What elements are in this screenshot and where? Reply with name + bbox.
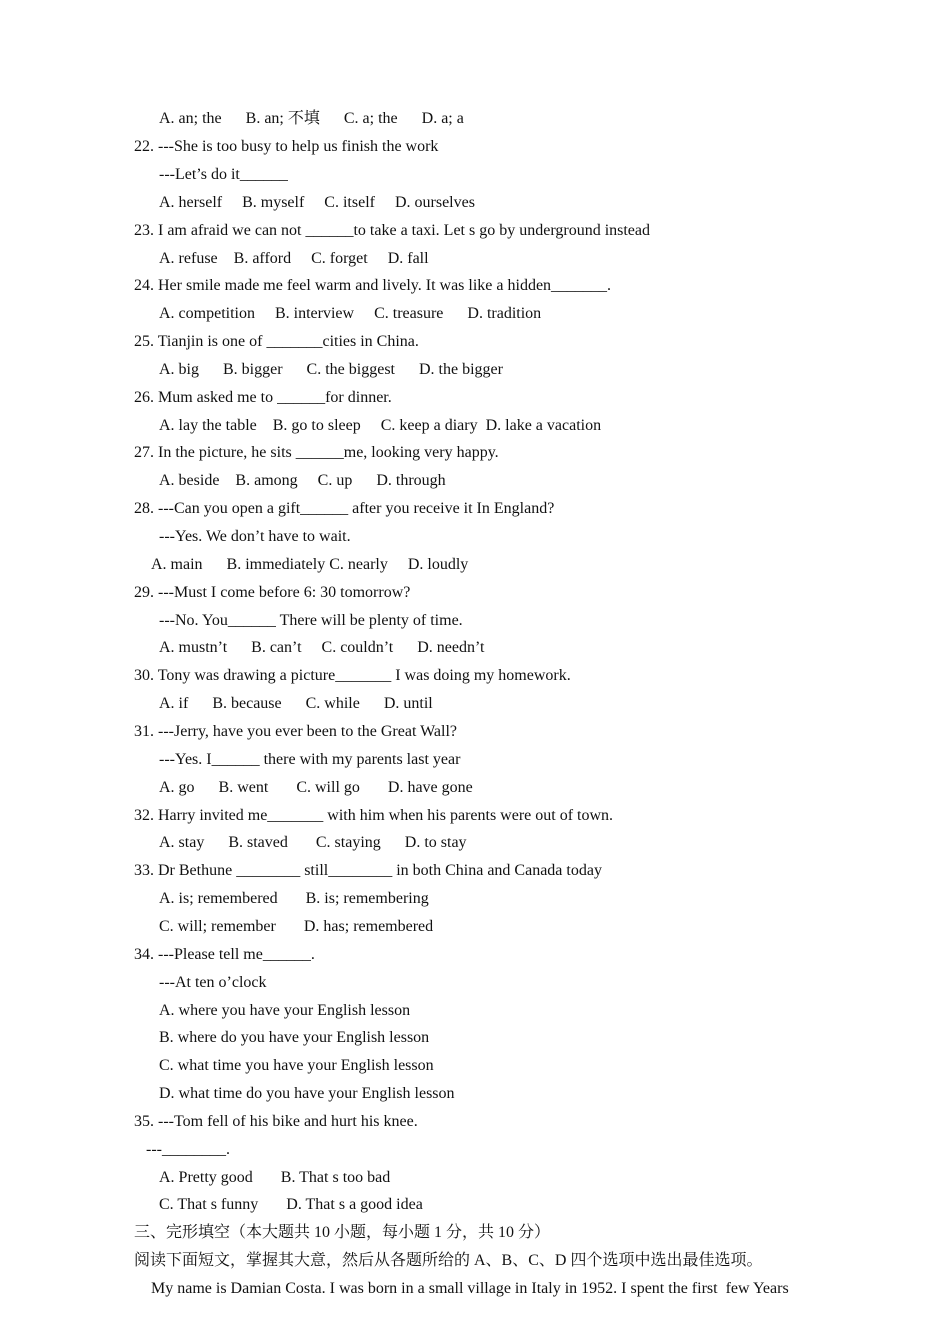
q34-option-d: D. what time do you have your English lesson xyxy=(159,1085,455,1102)
q29-reply: ---No. You______ There will be plenty of time. xyxy=(159,612,463,629)
q22-options: A. herself B. myself C. itself D. ourselves xyxy=(159,194,475,211)
q28-reply: ---Yes. We don’t have to wait. xyxy=(159,528,351,545)
q29-question: 29. ---Must I come before 6: 30 tomorrow? xyxy=(134,584,411,601)
cloze-instructions: 阅读下面短文，掌握其大意，然后从各题所给的 A、B、C、D 四个选项中选出最佳选项。 xyxy=(134,1252,763,1269)
q31-reply: ---Yes. I______ there with my parents last year xyxy=(159,751,461,768)
section-heading-cloze: 三、完形填空（本大题共 10 小题，每小题 1 分，共 10 分） xyxy=(134,1224,551,1241)
q25-question: 25. Tianjin is one of _______cities in China. xyxy=(134,333,419,350)
q28-question: 28. ---Can you open a gift______ after you receive it In England? xyxy=(134,500,555,517)
q34-reply: ---At ten o’clock xyxy=(159,974,267,991)
q22-question: 22. ---She is too busy to help us finish the work xyxy=(134,138,439,155)
q33-options-cd: C. will; remember D. has; remembered xyxy=(159,918,434,935)
q26-question: 26. Mum asked me to ______for dinner. xyxy=(134,389,392,406)
q29-options: A. mustn’t B. can’t C. couldn’t D. needn’t xyxy=(159,639,485,656)
q25-options: A. big B. bigger C. the biggest D. the bigger xyxy=(159,361,503,378)
q21-options: A. an; the B. an; 不填 C. a; the D. a; a xyxy=(159,110,464,127)
cloze-passage-line: My name is Damian Costa. I was born in a small village in Italy in 1952. I spent the first few Years xyxy=(151,1280,789,1297)
q35-question: 35. ---Tom fell of his bike and hurt his knee. xyxy=(134,1113,418,1130)
q27-question: 27. In the picture, he sits ______me, looking very happy. xyxy=(134,444,499,461)
q23-question: 23. I am afraid we can not ______to take a taxi. Let s go by underground instead xyxy=(134,222,651,239)
q34-option-b: B. where do you have your English lesson xyxy=(159,1029,430,1046)
q30-options: A. if B. because C. while D. until xyxy=(159,695,433,712)
q34-option-c: C. what time you have your English lesson xyxy=(159,1057,434,1074)
q31-options: A. go B. went C. will go D. have gone xyxy=(159,779,473,796)
q30-question: 30. Tony was drawing a picture_______ I was doing my homework. xyxy=(134,667,571,684)
q26-options: A. lay the table B. go to sleep C. keep a diary D. lake a vacation xyxy=(159,417,602,434)
q34-option-a: A. where you have your English lesson xyxy=(159,1002,411,1019)
q23-options: A. refuse B. afford C. forget D. fall xyxy=(159,250,429,267)
q33-question: 33. Dr Bethune ________ still________ in both China and Canada today xyxy=(134,862,602,879)
q31-question: 31. ---Jerry, have you ever been to the Great Wall? xyxy=(134,723,458,740)
q22-reply: ---Let’s do it______ xyxy=(159,166,288,183)
q32-options: A. stay B. staved C. staying D. to stay xyxy=(159,834,467,851)
q34-question: 34. ---Please tell me______. xyxy=(134,946,315,963)
q35-reply: ---________. xyxy=(146,1141,230,1158)
q27-options: A. beside B. among C. up D. through xyxy=(159,472,446,489)
q24-options: A. competition B. interview C. treasure D. tradition xyxy=(159,305,542,322)
q32-question: 32. Harry invited me_______ with him when his parents were out of town. xyxy=(134,807,614,824)
q33-options-ab: A. is; remembered B. is; remembering xyxy=(159,890,429,907)
q28-options: A. main B. immediately C. nearly D. loudly xyxy=(151,556,469,573)
q35-options-ab: A. Pretty good B. That s too bad xyxy=(159,1169,391,1186)
q24-question: 24. Her smile made me feel warm and lively. It was like a hidden_______. xyxy=(134,277,612,294)
q35-options-cd: C. That s funny D. That s a good idea xyxy=(159,1196,423,1213)
